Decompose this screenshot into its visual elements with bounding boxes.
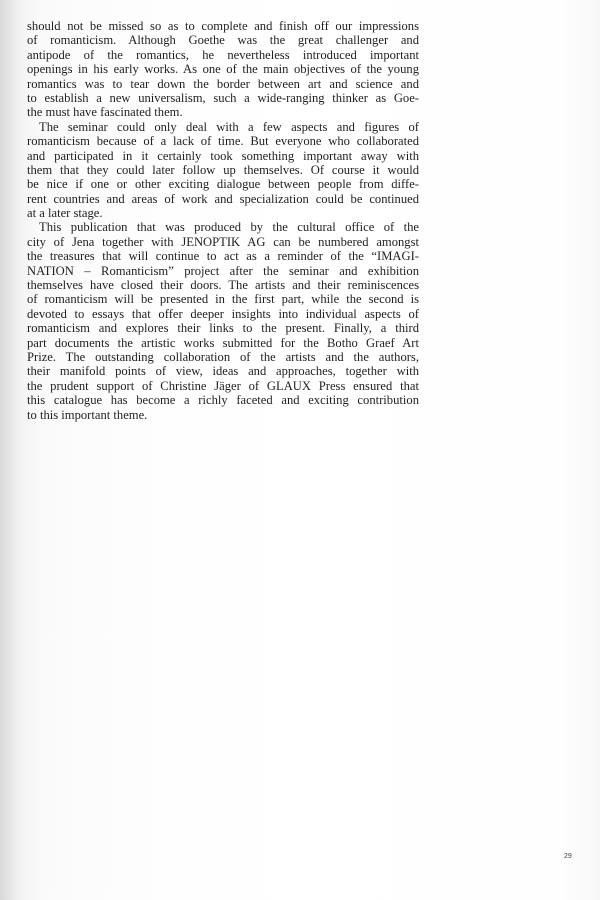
text-line: rent countries and areas of work and specialization could be continued — [27, 191, 419, 206]
text-line: themselves have closed their doors. The artists and their reminiscences — [27, 278, 419, 293]
text-line: antipode of the romantics, he nevertheless introduced important — [27, 47, 419, 62]
body-text — [27, 19, 419, 422]
text-line: this catalogue has become a richly faceted and exciting contribution — [27, 393, 419, 408]
text-line: their manifold points of view, ideas and approaches, together with — [27, 364, 419, 379]
text-line: city of Jena together with JENOPTIK AG can be numbered amongst — [27, 234, 419, 249]
text-line: and participated in it certainly took something important away with — [27, 148, 419, 163]
text-line: to this important theme. — [27, 407, 148, 422]
text-line: should not be missed so as to complete and finish off our impressions — [27, 19, 419, 33]
text-line: the treasures that will continue to act as a reminder of the “IMAGI- — [27, 249, 419, 264]
text-line: the prudent support of Christine Jäger of GLAUX Press ensured that — [27, 378, 419, 393]
text-line: devoted to essays that offer deeper insights into individual aspects of — [27, 306, 419, 321]
text-line: NATION – Romanticism” project after the seminar and exhibition — [27, 263, 419, 278]
text-line: openings in his early works. As one of the main objectives of the young — [27, 62, 419, 77]
paragraph-3 — [27, 220, 419, 421]
text-line: of romanticism will be presented in the first part, while the second is — [27, 292, 419, 307]
page-number: 29 — [564, 853, 572, 860]
text-line: of romanticism. Although Goethe was the great challenger and — [27, 33, 419, 48]
text-line: Prize. The outstanding collaboration of the artists and the authors, — [27, 349, 419, 364]
paragraph-2 — [27, 120, 419, 221]
text-line: romantics was to tear down the border between art and science and — [27, 76, 419, 91]
text-line: at a later stage. — [27, 206, 103, 221]
text-line: This publication that was produced by the cultural office of the — [39, 220, 419, 235]
paragraph-1 — [27, 19, 419, 120]
text-line: romanticism and explores their links to the present. Finally, a third — [27, 321, 419, 336]
text-line: part documents the artistic works submitted for the Botho Graef Art — [27, 335, 419, 350]
text-line: the must have fascinated them. — [27, 105, 183, 120]
text-line: to establish a new universalism, such a wide-ranging thinker as Goe- — [27, 90, 419, 105]
text-line: romanticism because of a lack of time. But everyone who collaborated — [27, 134, 419, 149]
text-line: The seminar could only deal with a few aspects and figures of — [39, 119, 419, 134]
text-line: them that they could later follow up themselves. Of course it would — [27, 162, 419, 177]
page-gutter-shadow — [0, 0, 22, 900]
text-line: be nice if one or other exciting dialogue between people from diffe- — [27, 177, 419, 192]
